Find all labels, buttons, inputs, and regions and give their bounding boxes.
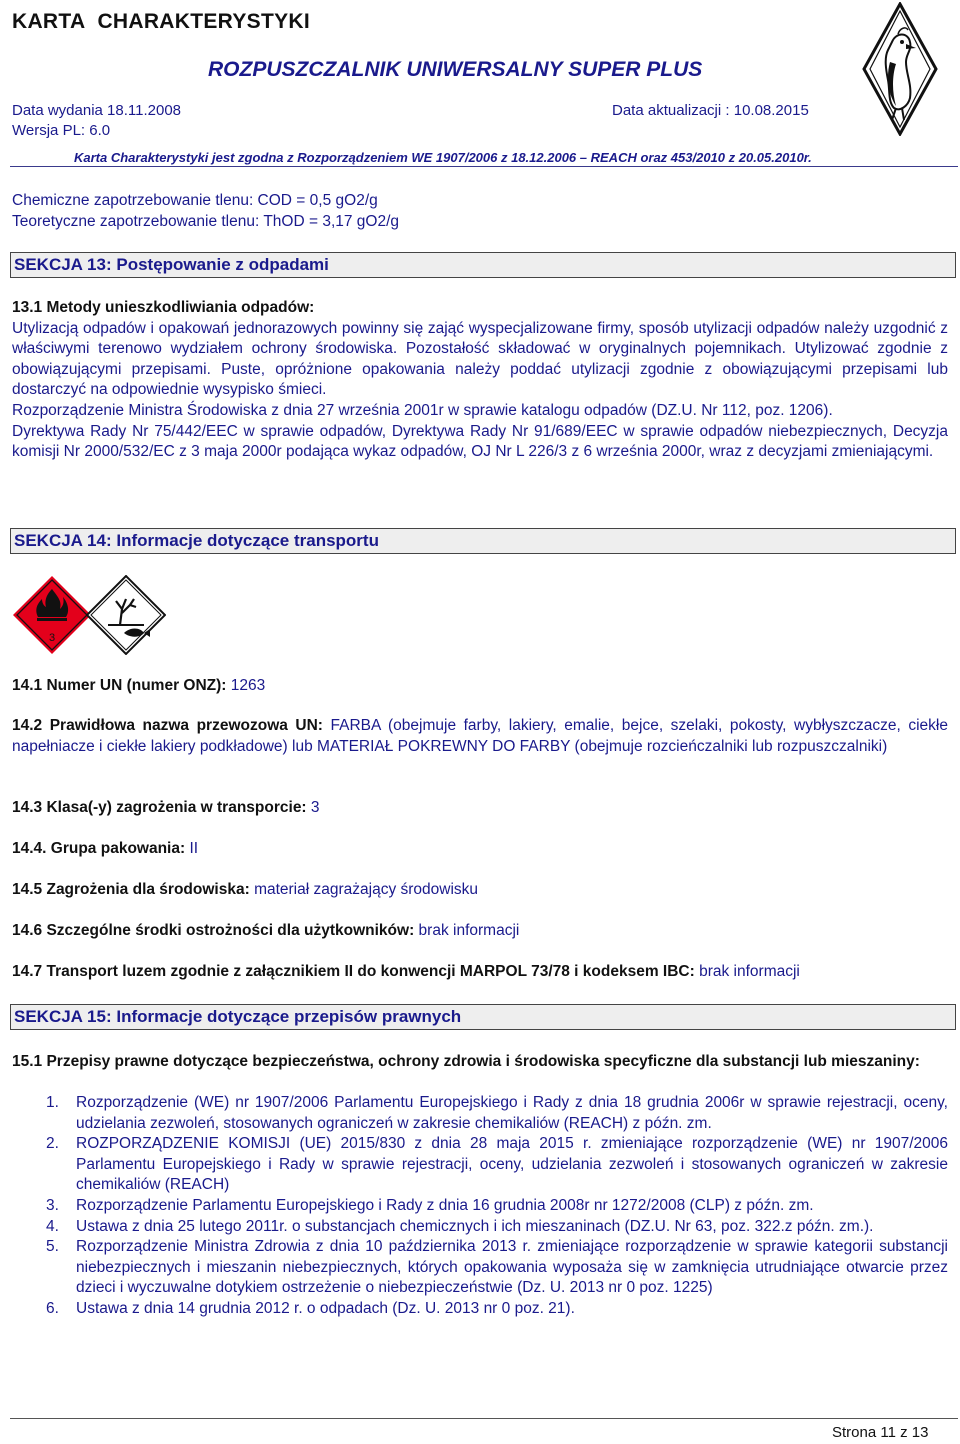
- section-15-title: SEKCJA 15: Informacje dotyczące przepisów prawnych: [10, 1004, 956, 1030]
- title-word-charakterystyki: CHARAKTERYSTYKI: [97, 10, 310, 33]
- packing-group-row: [12, 839, 948, 860]
- section-13-paragraph-2: Rozporządzenie Ministra Środowiska z dnia 27 września 2001r w sprawie katalogu odpadów (DZ.U. Nr 112, poz. 1206).: [12, 401, 833, 419]
- compliance-note: Karta Charakterystyki jest zgodna z Rozporządzeniem WE 1907/2006 z 18.12.2006 – REACH oraz 453/2010 z 20.05.2010r.: [74, 150, 812, 165]
- issue-date: Data wydania 18.11.2008: [12, 102, 182, 119]
- user-precautions-label: 14.6 Szczególne środki ostrożności dla użytkowników:: [12, 922, 415, 939]
- un-number-row: [12, 676, 948, 697]
- environment-hazard-pictogram: [86, 575, 166, 655]
- packing-group-value: II: [189, 840, 199, 857]
- list-item: 5. Rozporządzenie Ministra Zdrowia z dnia 10 października 2013 r. zmieniające rozporządzenie w sprawie kategorii substancji niebezpiecznych i mieszanin niebezpiecznych, których opakowania wyposaża się w zamknięcia utrudniające otwarcie przez dzieci i wyczuwalne dotykiem ostrzeżenie o niebezpieczeństwie (Dz. U. 2013 nr 0 poz. 1225): [46, 1238, 948, 1297]
- version: Wersja PL: 6.0: [12, 122, 111, 139]
- section-14-title: SEKCJA 14: Informacje dotyczące transportu: [10, 528, 956, 554]
- document-type-title: [12, 12, 310, 33]
- shipping-name-label: 14.2 Prawidłowa nazwa przewozowa UN:: [12, 717, 323, 734]
- marpol-row: [12, 962, 948, 983]
- user-precautions-value: brak informacji: [418, 922, 520, 939]
- list-item: 4. Ustawa z dnia 25 lutego 2011r. o substancjach chemicznych i ich mieszaninach (DZ.U. Nr 63, poz. 322.z późn. zm.).: [46, 1217, 874, 1235]
- environment-hazard-value: materiał zagrażający środowisku: [254, 881, 479, 898]
- section-13-1-title: 13.1 Metody unieszkodliwiania odpadów:: [12, 299, 315, 316]
- list-item: 3. Rozporządzenie Parlamentu Europejskiego i Rady z dnia 16 grudnia 2008r nr 1272/2008 (CLP) z późn. zm.: [46, 1196, 814, 1214]
- company-logo-icon: [862, 2, 938, 136]
- header-divider: [10, 166, 958, 167]
- un-number-value: 1263: [230, 677, 266, 694]
- title-word-karta: KARTA: [12, 10, 86, 33]
- environment-hazard-label: 14.5 Zagrożenia dla środowiska:: [12, 881, 250, 898]
- footer-divider: [10, 1418, 958, 1419]
- section-15-1-title: 15.1 Przepisy prawne dotyczące bezpieczeństwa, ochrony zdrowia i środowiska specyficzne dla substancji lub mieszaniny:: [12, 1053, 920, 1070]
- list-item: 2. ROZPORZĄDZENIE KOMISJI (UE) 2015/830 z dnia 28 maja 2015 r. zmieniające rozporządzenie (WE) nr 1907/2006 Parlamentu Europejskiego i Rady w sprawie rejestracji, oceny, udzielania zezwoleń i stosowanych ograniczeń w zakresie chemikaliów (REACH): [46, 1135, 948, 1194]
- hazard-class-number: 3: [48, 632, 56, 644]
- regulations-list: [12, 1093, 948, 1320]
- flammable-pictogram: [12, 575, 92, 655]
- environment-hazard-row: [12, 880, 948, 901]
- marpol-label: 14.7 Transport luzem zgodnie z załącznikiem II do konwencji MARPOL 73/78 i kodeksem IBC:: [12, 963, 695, 980]
- section-13-paragraph-1: Utylizacją odpadów i opakowań jednorazowych powinny się zająć wyspecjalizowane firmy, sposób utylizacji odpadów należy uzgodnić z właściwymi terenowo wydziałem ochrony środowiska. Pozostałość składować w oryginalnych pojemnikach. Utylizować zgodnie z obowiązującymi przepisami. Puste, opróżnione opakowania należy poddać utylizacji zgodnie z obowiązującymi przepisami lub dostarczyć na odpowiednie wysypisko śmieci.: [12, 319, 948, 399]
- hazard-class-label: 14.3 Klasa(-y) zagrożenia w transporcie:: [12, 799, 307, 816]
- thod-value: Teoretyczne zapotrzebowanie tlenu: ThOD = 3,17 gO2/g: [12, 213, 400, 230]
- marpol-value: brak informacji: [699, 963, 800, 980]
- list-item: 6. Ustawa z dnia 14 grudnia 2012 r. o odpadach (Dz. U. 2013 nr 0 poz. 21).: [46, 1299, 575, 1317]
- cod-value: Chemiczne zapotrzebowanie tlenu: COD = 0,5 gO2/g: [12, 192, 378, 209]
- packing-group-label: 14.4. Grupa pakowania:: [12, 840, 186, 857]
- list-item: 1. Rozporządzenie (WE) nr 1907/2006 Parlamentu Europejskiego i Rady z dnia 18 grudnia 2006r w sprawie rejestracji, oceny, udzielania zezwoleń, stosowanych ograniczeń w zakresie chemikaliów (REACH) z późn. zm.: [46, 1094, 948, 1132]
- shipping-name-row: [12, 716, 948, 757]
- product-name: ROZPUSZCZALNIK UNIWERSALNY SUPER PLUS: [208, 58, 703, 81]
- un-number-label: 14.1 Numer UN (numer ONZ):: [12, 677, 227, 694]
- hazard-class-value: 3: [310, 799, 320, 816]
- update-date: Data aktualizacji : 10.08.2015: [612, 102, 809, 119]
- section-13-paragraph-3: Dyrektywa Rady Nr 75/442/EEC w sprawie odpadów, Dyrektywa Rady Nr 91/689/EEC w sprawie odpadów niebezpiecznych, Decyzja komisji Nr 2000/532/EC z 3 maja 2000r podająca wykaz odpadów, OJ Nr L 226/3 z 6 września 2000r, wraz z decyzjami zmieniającymi.: [12, 422, 948, 461]
- hazard-class-row: [12, 798, 948, 819]
- section-13-body: [12, 298, 948, 463]
- shipping-name-value: FARBA (obejmuje farby, lakiery, emalie, bejce, szelaki, pokosty, wybłyszczacze, ciekłe napełniacze i ciekłe lakiery podkładowe) lub MATERIAŁ POKREWNY DO FARBY (obejmuje rozcieńczalniki lub rozpuszczalniki): [12, 717, 948, 755]
- section-13-title: SEKCJA 13: Postępowanie z odpadami: [10, 252, 956, 278]
- page-number: Strona 11 z 13: [832, 1424, 929, 1441]
- user-precautions-row: [12, 921, 948, 942]
